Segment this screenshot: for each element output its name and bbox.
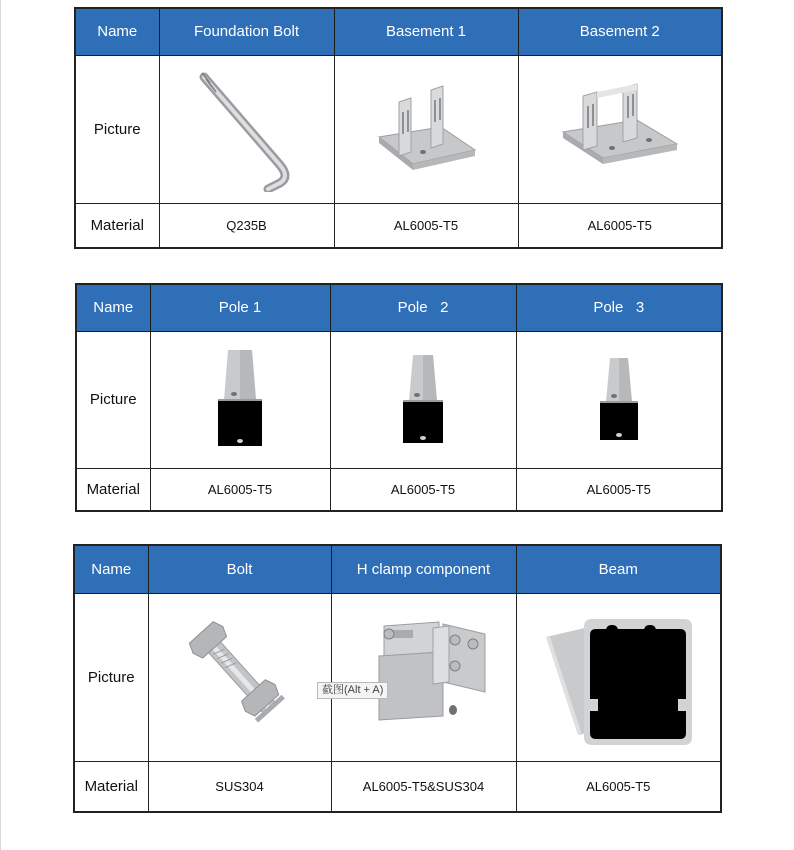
picture-label: Picture <box>76 331 150 468</box>
name-header: Name <box>74 545 148 593</box>
material-label: Material <box>74 761 148 812</box>
material-value: AL6005-T5 <box>516 761 721 812</box>
spec-table-2 <box>75 283 723 512</box>
material-value: Q235B <box>159 203 334 248</box>
header-row <box>74 545 721 593</box>
material-value: AL6005-T5 <box>516 468 722 511</box>
picture-row <box>75 55 722 203</box>
material-row <box>76 468 722 511</box>
bolt-image <box>148 593 331 761</box>
h-clamp-image <box>331 593 516 761</box>
picture-row <box>74 593 721 761</box>
item-title: Bolt <box>148 545 331 593</box>
foundation-bolt-image <box>159 55 334 203</box>
spec-table-3 <box>73 544 722 813</box>
name-header: Name <box>76 284 150 331</box>
material-value: SUS304 <box>148 761 331 812</box>
header-row <box>75 8 722 55</box>
name-header: Name <box>75 8 159 55</box>
picture-label: Picture <box>75 55 159 203</box>
header-row <box>76 284 722 331</box>
item-title: H clamp component <box>331 545 516 593</box>
material-value: AL6005-T5 <box>150 468 330 511</box>
item-title: Pole 3 <box>516 284 722 331</box>
spec-table-1 <box>74 7 723 249</box>
basement-1-image <box>334 55 518 203</box>
beam-image <box>516 593 721 761</box>
pole-2-image <box>330 331 516 468</box>
item-title: Foundation Bolt <box>159 8 334 55</box>
pole-3-image <box>516 331 722 468</box>
pole-1-image <box>150 331 330 468</box>
picture-row <box>76 331 722 468</box>
material-row <box>74 761 721 812</box>
item-title: Beam <box>516 545 721 593</box>
basement-2-image <box>518 55 722 203</box>
material-label: Material <box>76 468 150 511</box>
material-value: AL6005-T5 <box>518 203 722 248</box>
item-title: Basement 2 <box>518 8 722 55</box>
page-left-edge <box>0 0 1 850</box>
item-title: Pole 1 <box>150 284 330 331</box>
material-value: AL6005-T5 <box>334 203 518 248</box>
material-value: AL6005-T5 <box>330 468 516 511</box>
picture-label: Picture <box>74 593 148 761</box>
screenshot-tooltip: 截图(Alt + A) <box>317 682 388 699</box>
material-value: AL6005-T5&SUS304 <box>331 761 516 812</box>
item-title: Basement 1 <box>334 8 518 55</box>
item-title: Pole 2 <box>330 284 516 331</box>
material-label: Material <box>75 203 159 248</box>
material-row <box>75 203 722 248</box>
